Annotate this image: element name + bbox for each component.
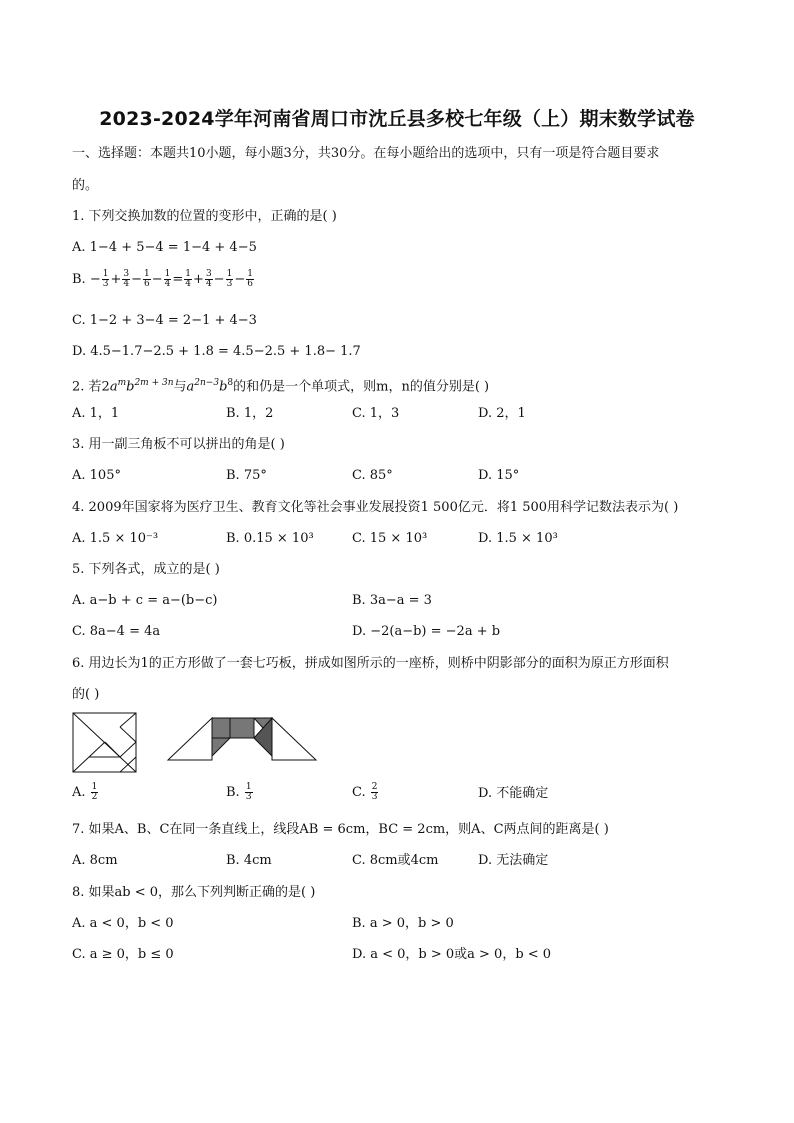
q6-option-c-label: C. <box>352 785 370 800</box>
q7-option-b: B. 4cm <box>226 853 272 868</box>
q2-stem-mid: 与 <box>173 379 187 395</box>
exam-title: 2023-2024学年河南省周口市沈丘县多校七年级（上）期末数学试卷 <box>99 108 695 130</box>
q2-option-a: A. 1，1 <box>72 406 120 421</box>
q6-option-c-denominator: 3 <box>371 792 378 802</box>
tangram-square-figure <box>72 712 138 774</box>
q5-option-a: A. a−b + c = a−(b−c) <box>72 593 218 608</box>
q6-option-b-denominator: 3 <box>245 792 252 802</box>
question-8-stem: 8. 如果ab < 0，那么下列判断正确的是( ) <box>72 885 316 900</box>
q4-option-a: A. 1.5 × 10⁻³ <box>72 531 159 546</box>
q4-option-c: C. 15 × 10³ <box>352 531 428 546</box>
q8-option-b: B. a > 0，b > 0 <box>352 916 454 931</box>
q5-option-d: D. −2(a−b) = −2a + b <box>352 624 501 639</box>
q7-option-d: D. 无法确定 <box>478 853 549 868</box>
question-3-stem: 3. 用一副三角板不可以拼出的角是( ) <box>72 437 285 452</box>
q6-option-a-denominator: 2 <box>91 792 98 802</box>
q7-option-c: C. 8cm或4cm <box>352 853 439 868</box>
q5-option-b: B. 3a−a = 3 <box>352 593 432 608</box>
q1-option-d: D. 4.5−1.7−2.5 + 1.8 = 4.5−2.5 + 1.8− 1.7 <box>72 344 361 359</box>
q3-option-c: C. 85° <box>352 468 393 483</box>
question-6-stem-line1: 6. 用边长为1的正方形做了一套七巧板，拼成如图所示的一座桥，则桥中阴影部分的面积为原正方形面积 <box>72 656 669 671</box>
q6-option-b <box>226 783 254 802</box>
q8-option-d: D. a < 0，b > 0或a > 0，b < 0 <box>352 947 552 962</box>
section-instructions-line1: 一、选择题：本题共10小题，每小题3分，共30分。在每小题给出的选项中，只有一项是符合题目要求 <box>72 146 660 161</box>
question-6-stem-line2: 的( ) <box>72 687 100 702</box>
q8-option-c: C. a ≥ 0，b ≤ 0 <box>72 947 174 962</box>
q3-option-a: A. 105° <box>72 468 121 483</box>
q1-option-b-label: B. <box>72 272 90 287</box>
q2-option-d: D. 2，1 <box>478 406 526 421</box>
q6-option-c-numerator: 2 <box>371 782 378 792</box>
q6-option-b-numerator: 1 <box>245 782 252 792</box>
q6-option-b-label: B. <box>226 785 244 800</box>
q4-option-d: D. 1.5 × 10³ <box>478 531 558 546</box>
question-2-stem: 2. 若$2a^mb^{2m + 3n}$与$a^{2n-3}b^8$的和仍是一个单项式，则m，n的值分别是( ) <box>72 378 490 395</box>
q3-option-b: B. 75° <box>226 468 267 483</box>
q4-option-b: B. 0.15 × 10³ <box>226 531 314 546</box>
q5-option-c: C. 8a−4 = 4a <box>72 624 161 639</box>
q8-option-a: A. a < 0，b < 0 <box>72 916 174 931</box>
q6-option-d: D. 不能确定 <box>478 786 549 801</box>
q6-option-c <box>352 783 379 802</box>
q3-option-d: D. 15° <box>478 468 520 483</box>
q2-option-c: C. 1，3 <box>352 406 400 421</box>
q1-option-a: A. 1−4 + 5−4 = 1−4 + 4−5 <box>72 240 257 255</box>
q6-option-a <box>72 783 99 802</box>
tangram-bridge-figure <box>166 716 318 762</box>
question-1-stem: 1. 下列交换加数的位置的变形中，正确的是( ) <box>72 209 337 224</box>
question-4-stem: 4. 2009年国家将为医疗卫生、教育文化等社会事业发展投资1 500亿元．将1 500用科学记数法表示为( ) <box>72 500 679 515</box>
q6-option-a-numerator: 1 <box>91 782 98 792</box>
section-instructions-line2: 的。 <box>72 178 99 193</box>
q2-stem-suffix: 的和仍是一个单项式，则m，n的值分别是( ) <box>233 379 490 395</box>
q6-option-a-label: A. <box>72 785 90 800</box>
question-5-stem: 5. 下列各式，成立的是( ) <box>72 562 220 577</box>
q7-option-a: A. 8cm <box>72 853 118 868</box>
question-7-stem: 7. 如果A、B、C在同一条直线上，线段AB = 6cm，BC = 2cm，则A、C两点间的距离是( ) <box>72 822 609 837</box>
q2-option-b: B. 1，2 <box>226 406 274 421</box>
q1-option-b: B. − $\frac{1}{3}$ + $\frac{3}{4}$ − $\frac{1}{6}$ − $\frac{1}{4}$ = $\frac{1}{4}$ + $\frac{3}{4}$ − $\frac{1}{3}$ − $\frac{1}{6}$ <box>72 269 253 289</box>
q1-option-c: C. 1−2 + 3−4 = 2−1 + 4−3 <box>72 313 257 328</box>
q2-stem-prefix: 2. 若2 <box>72 379 110 395</box>
